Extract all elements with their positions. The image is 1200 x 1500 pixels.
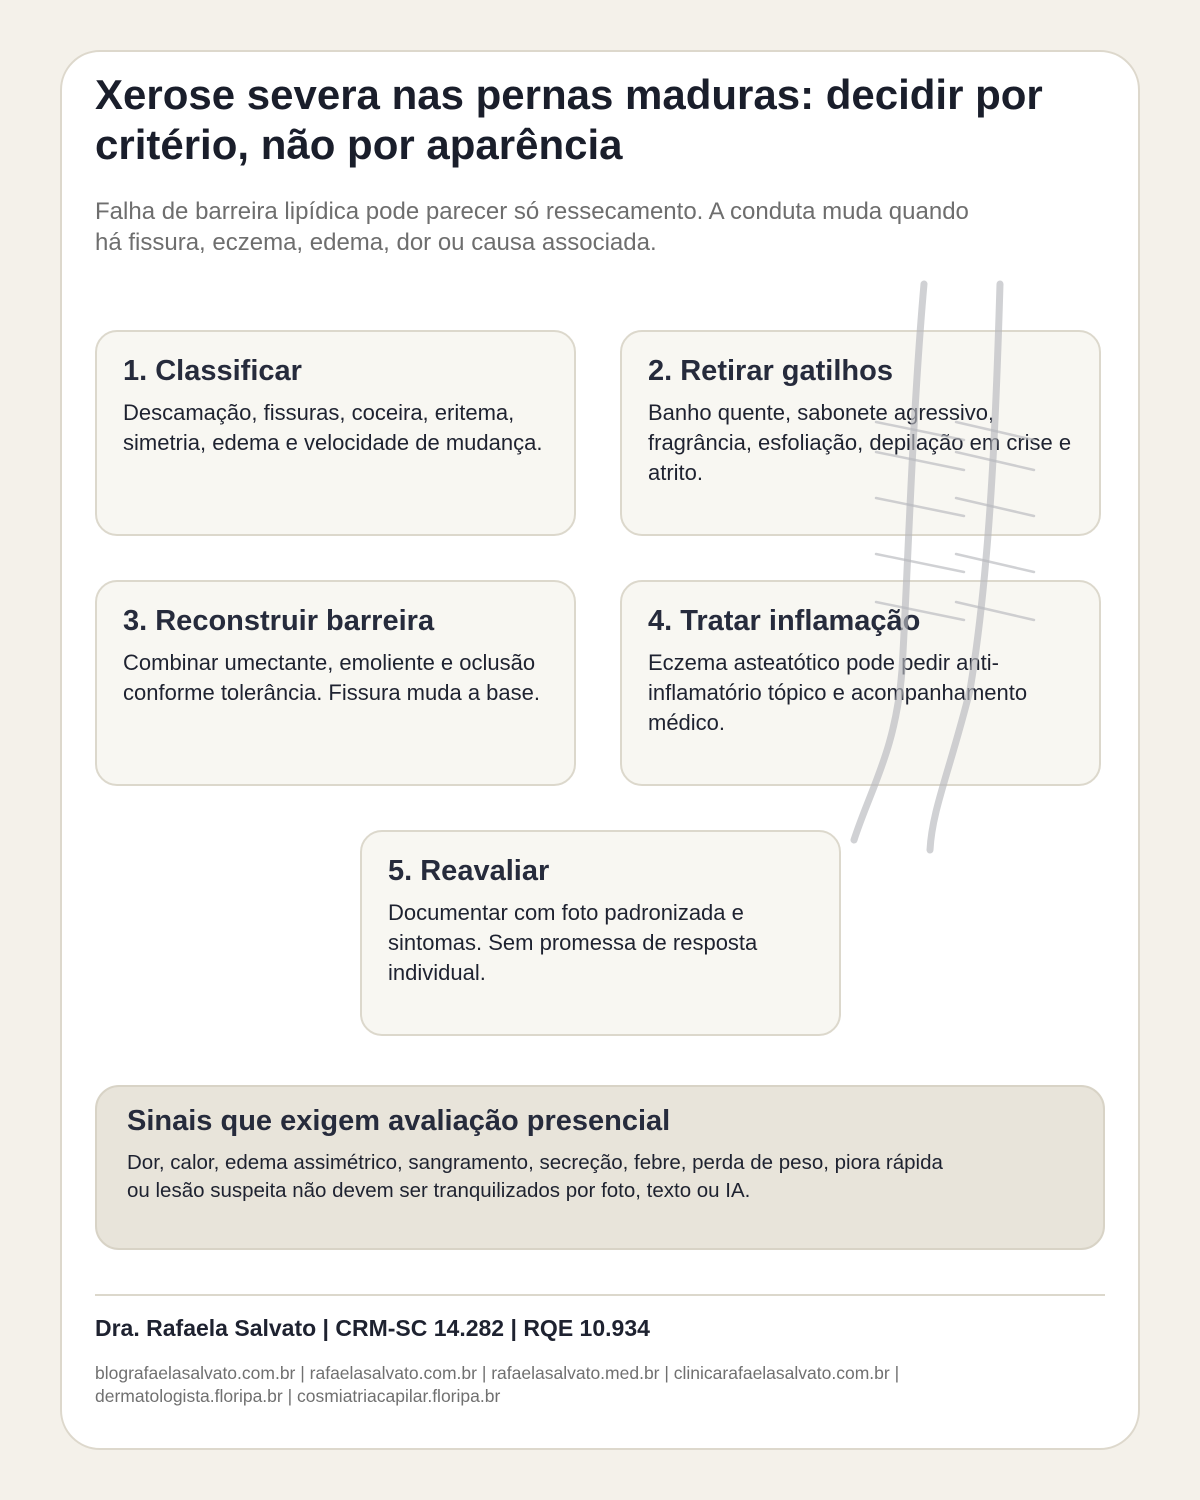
step-text: Eczema asteatótico pode pedir anti-inflamatório tópico e acompanhamento médico. bbox=[648, 650, 1028, 735]
footer-divider bbox=[95, 1294, 1105, 1296]
warning-text: Dor, calor, edema assimétrico, sangramento, secreção, febre, perda de peso, piora rápida ou lesão suspeita não devem ser tranquilizados por foto, texto ou IA. bbox=[127, 1151, 943, 1202]
step-text: Combinar umectante, emoliente e oclusão conforme tolerância. Fissura muda a base. bbox=[123, 650, 540, 705]
author-credentials: Dra. Rafaela Salvato | CRM-SC 14.282 | RQE 10.934 bbox=[95, 1315, 650, 1341]
warning-title: Sinais que exigem avaliação presencial bbox=[127, 1105, 671, 1137]
step-title: 2. Retirar gatilhos bbox=[648, 355, 893, 387]
step-title: 3. Reconstruir barreira bbox=[123, 605, 435, 637]
step-card-reassess bbox=[360, 830, 841, 1036]
step-card-treat-inflammation bbox=[620, 580, 1101, 786]
step-title: 1. Classificar bbox=[123, 355, 302, 387]
warning-box bbox=[95, 1085, 1105, 1250]
step-text: Descamação, fissuras, coceira, eritema, simetria, edema e velocidade de mudança. bbox=[123, 400, 543, 455]
page-title: Xerose severa nas pernas maduras: decidir por critério, não por aparência bbox=[95, 71, 1043, 168]
page-subtitle: Falha de barreira lipídica pode parecer só ressecamento. A conduta muda quando há fissura, eczema, edema, dor ou causa associada. bbox=[95, 198, 969, 256]
step-card-classify bbox=[95, 330, 576, 536]
step-title: 5. Reavaliar bbox=[388, 855, 550, 887]
step-card-remove-triggers bbox=[620, 330, 1101, 536]
step-title: 4. Tratar inflamação bbox=[648, 605, 921, 637]
step-text: Documentar com foto padronizada e sintomas. Sem promessa de resposta individual. bbox=[388, 900, 758, 985]
step-card-rebuild-barrier bbox=[95, 580, 576, 786]
website-list: blografaelasalvato.com.br | rafaelasalvato.com.br | rafaelasalvato.med.br | clinicarafaelasalvato.com.br | dermatologista.floripa.br | cosmiatriacapilar.floripa.br bbox=[95, 1363, 900, 1406]
step-text: Banho quente, sabonete agressivo, fragrância, esfoliação, depilação em crise e atrito. bbox=[648, 400, 1072, 485]
